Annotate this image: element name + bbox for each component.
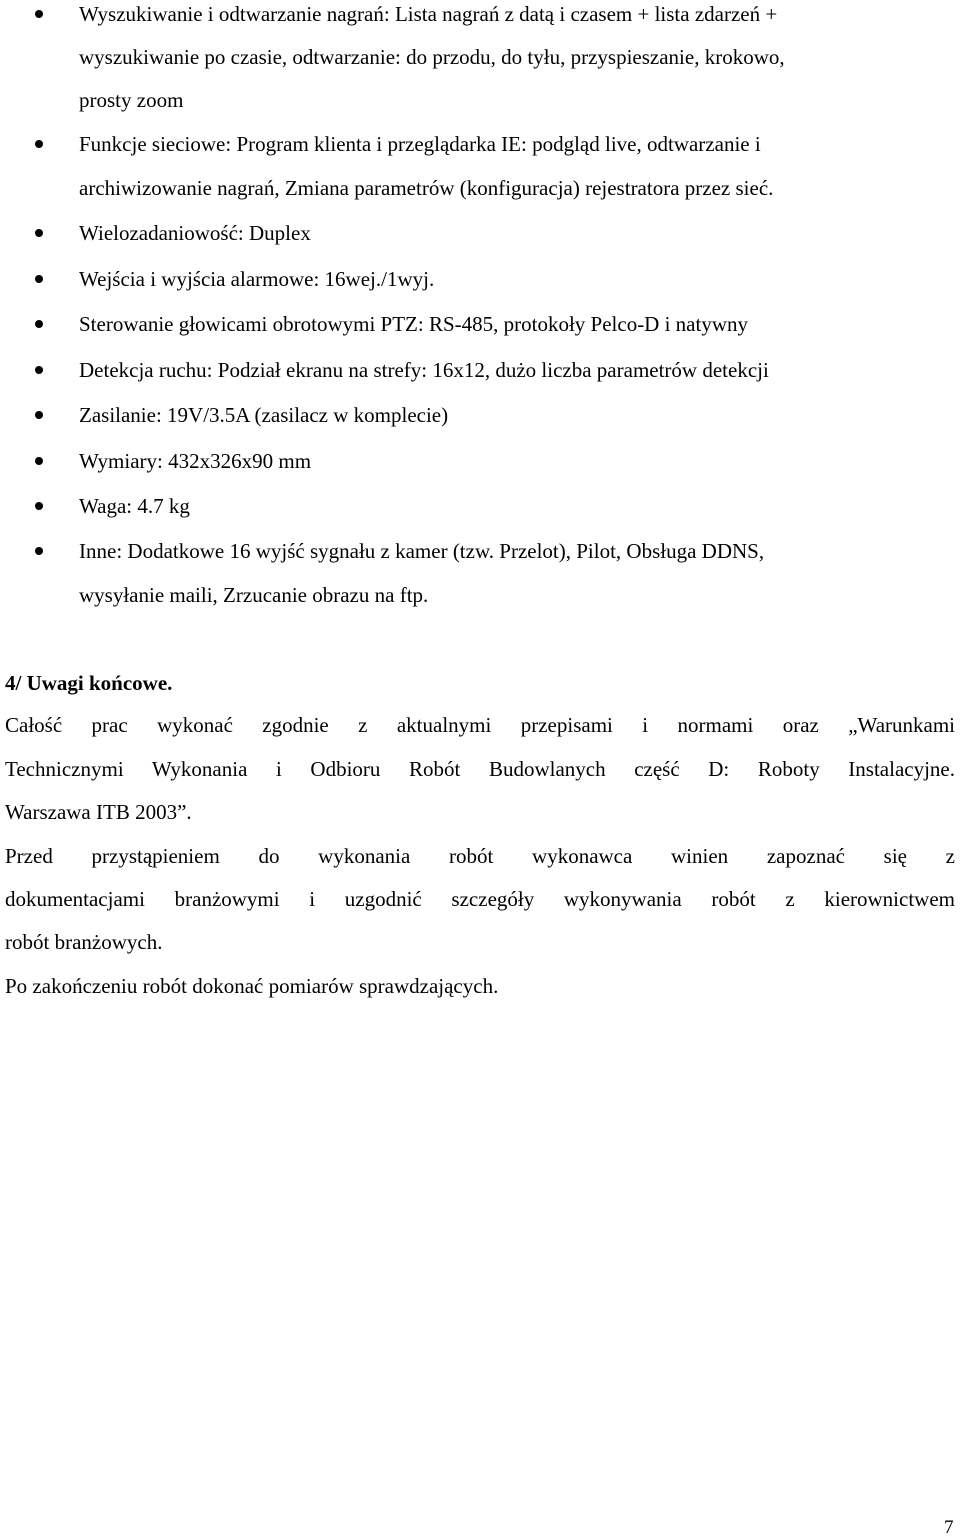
paragraph-line: Warszawa ITB 2003”. xyxy=(5,800,192,824)
bullet-icon xyxy=(35,140,43,148)
list-item-text: Wymiary: 432x326x90 mm xyxy=(79,449,312,473)
paragraph-line: dokumentacjami branżowymi i uzgodnić szczegóły wykonywania robót z kierownictwem xyxy=(5,887,955,911)
bullet-icon xyxy=(35,320,43,328)
list-item-text: Waga: 4.7 kg xyxy=(79,494,190,518)
paragraph-line: Przed przystąpieniem do wykonania robót wykonawca winien zapoznać się z xyxy=(5,844,955,868)
page-number: 7 xyxy=(944,1517,954,1538)
bullet-icon xyxy=(35,275,43,283)
paragraph-line: Całość prac wykonać zgodnie z aktualnymi przepisami i normami oraz „Warunkami xyxy=(5,713,955,737)
bullet-icon xyxy=(35,10,43,18)
bullet-icon xyxy=(35,547,43,555)
list-item-text: prosty zoom xyxy=(79,88,184,112)
bullet-icon xyxy=(35,457,43,465)
list-item-text: Detekcja ruchu: Podział ekranu na strefy: 16x12, dużo liczba parametrów detekcji xyxy=(79,358,769,382)
bullet-icon xyxy=(35,411,43,419)
list-item-text: Inne: Dodatkowe 16 wyjść sygnału z kamer (tzw. Przelot), Pilot, Obsługa DDNS, xyxy=(79,539,765,563)
list-item-text: archiwizowanie nagrań, Zmiana parametrów (konfiguracja) rejestratora przez sieć. xyxy=(79,176,774,200)
list-item-text: wyszukiwanie po czasie, odtwarzanie: do przodu, do tyłu, przyspieszanie, krokowo, xyxy=(79,45,785,69)
list-item-text: Wyszukiwanie i odtwarzanie nagrań: Lista nagrań z datą i czasem + lista zdarzeń + xyxy=(79,2,778,26)
list-item-text: wysyłanie maili, Zrzucanie obrazu na ftp. xyxy=(79,583,429,607)
paragraph-line: Technicznymi Wykonania i Odbioru Robót Budowlanych część D: Roboty Instalacyjne. xyxy=(5,757,955,781)
list-item-text: Funkcje sieciowe: Program klienta i przeglądarka IE: podgląd live, odtwarzanie i xyxy=(79,132,761,156)
list-item-text: Wejścia i wyjścia alarmowe: 16wej./1wyj. xyxy=(79,267,435,291)
section-heading: 4/ Uwagi końcowe. xyxy=(5,671,173,695)
bullet-icon xyxy=(35,502,43,510)
paragraph-line: Po zakończeniu robót dokonać pomiarów sprawdzających. xyxy=(5,974,499,998)
paragraph-line: robót branżowych. xyxy=(5,930,163,954)
list-item-text: Zasilanie: 19V/3.5A (zasilacz w komplecie) xyxy=(79,403,449,427)
bullet-icon xyxy=(35,229,43,237)
list-item-text: Sterowanie głowicami obrotowymi PTZ: RS-485, protokoły Pelco-D i natywny xyxy=(79,312,749,336)
bullet-icon xyxy=(35,366,43,374)
list-item-text: Wielozadaniowość: Duplex xyxy=(79,221,311,245)
